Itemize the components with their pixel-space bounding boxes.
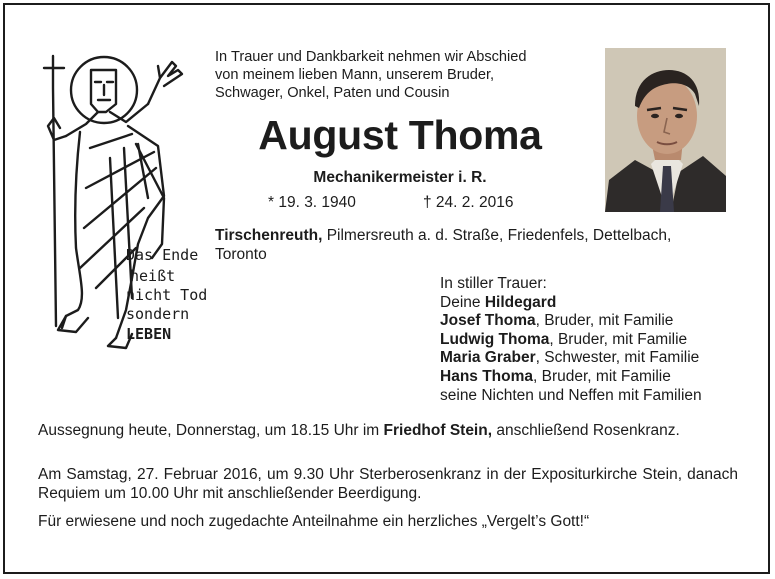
places-list [215, 226, 745, 264]
inscription-line-2: heißt [130, 267, 176, 285]
portrait-photo [605, 48, 726, 212]
mourner-relation: , Bruder, mit Familie [533, 367, 671, 385]
inscription-line-3: nicht Tod [126, 286, 208, 304]
intro-line: Schwager, Onkel, Paten und Cousin [215, 85, 450, 101]
birth-date: * 19. 3. 1940 [268, 194, 356, 211]
mourners-list [440, 275, 760, 405]
mourners-footer: seine Nichten und Neffen mit Familien [440, 386, 702, 404]
mourner-row [440, 312, 760, 331]
blessing-text: Aussegnung heute, Donnerstag, um 18.15 Uhr im [38, 422, 384, 439]
blessing-notice [38, 421, 738, 440]
thanks-notice: Für erwiesene und noch zugedachte Anteilnahme ein herzliches „Vergelt’s Gott!“ [38, 513, 590, 530]
inscription-line-4: sondern [126, 305, 190, 323]
blessing-text-end: anschließend Rosenkranz. [492, 422, 680, 439]
hometown: Tirschenreuth, [215, 227, 323, 244]
mourner-name: Josef Thoma [440, 312, 536, 330]
death-date: † 24. 2. 2016 [423, 194, 514, 211]
cemetery-name: Friedhof Stein, [383, 422, 493, 439]
mourner-relation: , Bruder, mit Familie [549, 330, 688, 348]
mourner-name: Hans Thoma [440, 367, 534, 385]
resurrection-christ-illustration [36, 48, 208, 353]
inscription-line-5: LEBEN [126, 325, 172, 343]
wife-prefix: Deine [440, 293, 485, 311]
mourner-name: Ludwig Thoma [440, 330, 550, 348]
places-line-2: Toronto [215, 246, 267, 263]
mourner-relation: , Bruder, mit Familie [535, 312, 674, 330]
mourner-name: Maria Graber [440, 349, 536, 367]
intro-line: von meinem lieben Mann, unserem Bruder, [215, 67, 495, 83]
mourner-relation: , Schwester, mit Familie [535, 349, 700, 367]
wife-name: Hildegard [484, 293, 557, 311]
mourner-row [440, 368, 760, 387]
mourners-header: In stiller Trauer: [440, 275, 547, 292]
deceased-title: Mechanikermeister i. R. [313, 169, 487, 186]
requiem-notice: Am Samstag, 27. Februar 2016, um 9.30 Uhr Sterberosenkranz in der Expositurkirche Stein, danach Requiem um 10.00 Uhr mit anschließender Beerdigung. [38, 466, 738, 502]
intro-text [215, 48, 585, 102]
mourner-row [440, 349, 760, 368]
mourner-row [440, 331, 760, 350]
intro-line: In Trauer und Dankbarkeit nehmen wir Abschied [215, 49, 527, 65]
inscription-line-1: Das Ende [126, 246, 199, 264]
deceased-name: August Thoma [258, 112, 542, 158]
other-places: Pilmersreuth a. d. Straße, Friedenfels, Dettelbach, [322, 227, 672, 244]
